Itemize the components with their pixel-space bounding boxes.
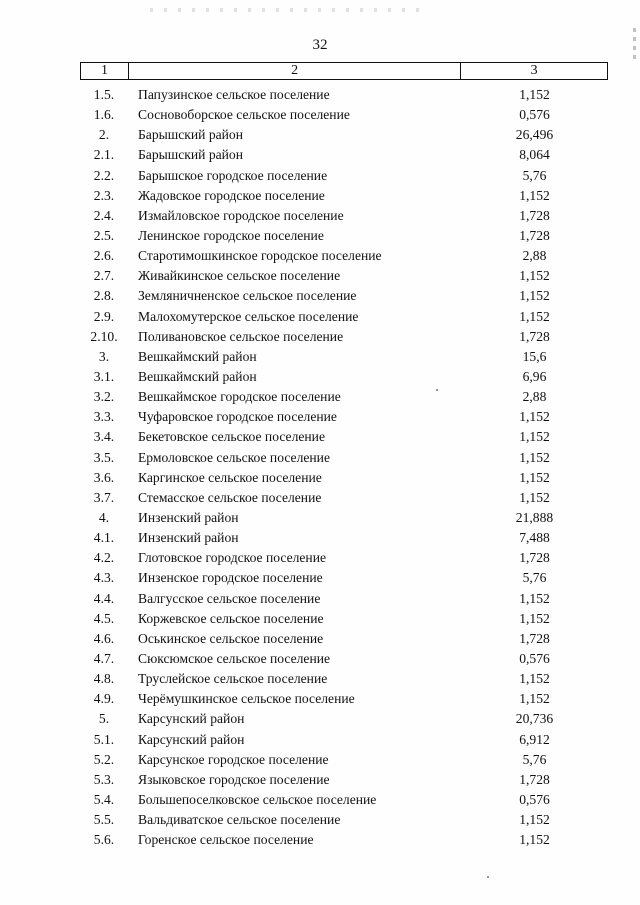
table-row (80, 186, 608, 206)
row-number: 4.9. (93, 691, 115, 707)
row-value: 21,888 (515, 509, 554, 525)
row-name: Живайкинское сельское поселение (138, 268, 341, 284)
table-row (80, 347, 608, 367)
row-value: 2,88 (522, 248, 547, 264)
row-name: Измайловское городское поселение (138, 207, 344, 223)
table-row (80, 790, 608, 810)
row-name: Каргинское сельское поселение (138, 469, 322, 485)
row-name: Вешкаймский район (138, 348, 257, 364)
row-name: Вешкаймский район (138, 368, 257, 384)
table-row (80, 689, 608, 709)
table-row (80, 750, 608, 770)
header-col-1: 1 (81, 63, 129, 80)
row-value: 6,96 (522, 368, 547, 384)
row-value: 6,912 (519, 731, 550, 747)
row-name: Вешкаймское городское поселение (138, 389, 341, 405)
row-number: 5.4. (93, 791, 115, 807)
row-value: 1,152 (519, 489, 550, 505)
row-value: 1,152 (519, 409, 550, 425)
table-row (80, 125, 608, 145)
row-name: Барышский район (138, 147, 243, 163)
row-number: 5. (98, 711, 110, 727)
row-number: 2.8. (93, 288, 115, 304)
row-name: Большепоселковское сельское поселение (138, 791, 377, 807)
scan-artifact-top (150, 8, 430, 12)
row-value: 1,152 (519, 429, 550, 445)
row-value: 1,728 (519, 207, 550, 223)
table-row (80, 508, 608, 528)
row-number: 3.6. (93, 469, 115, 485)
row-number: 4.7. (93, 650, 115, 666)
row-name: Вальдиватское сельское поселение (138, 812, 341, 828)
row-name: Глотовское городское поселение (138, 550, 327, 566)
row-name: Ленинское городское поселение (138, 227, 324, 243)
row-number: 5.1. (93, 731, 115, 747)
row-value: 15,6 (522, 348, 547, 364)
row-number: 5.5. (93, 812, 115, 828)
row-number: 3.2. (93, 389, 115, 405)
row-name: Карсунский район (138, 731, 245, 747)
row-value: 1,152 (519, 268, 550, 284)
table-row (80, 468, 608, 488)
row-name: Труслейское сельское поселение (138, 671, 328, 687)
row-number: 4.3. (93, 570, 115, 586)
table-row (80, 770, 608, 790)
scan-speck (487, 876, 489, 878)
row-name: Инзенский район (138, 509, 239, 525)
table-row (80, 629, 608, 649)
row-name: Коржевское сельское поселение (138, 610, 324, 626)
row-number: 4.1. (93, 530, 115, 546)
table-row (80, 367, 608, 387)
row-number: 4.2. (93, 550, 115, 566)
row-number: 5.6. (93, 832, 115, 848)
row-number: 1.5. (93, 87, 115, 102)
row-name: Инзенское городское поселение (138, 570, 323, 586)
row-number: 3.1. (93, 368, 115, 384)
row-value: 1,152 (519, 610, 550, 626)
table-row (80, 810, 608, 830)
row-number: 3.7. (93, 489, 115, 505)
row-number: 2.6. (93, 248, 115, 264)
row-name: Старотимошкинское городское поселение (138, 248, 382, 264)
row-name: Инзенский район (138, 530, 239, 546)
table-row (80, 448, 608, 468)
table-row (80, 649, 608, 669)
row-value: 1,728 (519, 227, 550, 243)
row-number: 4. (98, 509, 110, 525)
row-value: 1,152 (519, 87, 550, 102)
table-row (80, 407, 608, 427)
table-row (80, 568, 608, 588)
row-value: 1,728 (519, 328, 550, 344)
row-name: Барышский район (138, 127, 243, 143)
table-row (80, 830, 608, 850)
row-name: Барышское городское поселение (138, 167, 328, 183)
row-value: 1,152 (519, 691, 550, 707)
row-value: 1,728 (519, 550, 550, 566)
row-number: 3.5. (93, 449, 115, 465)
table-row (80, 589, 608, 609)
table-row (80, 327, 608, 347)
row-value: 1,152 (519, 449, 550, 465)
table-row (80, 246, 608, 266)
row-value: 1,152 (519, 590, 550, 606)
table-row (80, 609, 608, 629)
header-col-3: 3 (461, 63, 608, 80)
row-number: 3. (98, 348, 110, 364)
row-name: Оськинское сельское поселение (138, 630, 324, 646)
row-name: Жадовское городское поселение (138, 187, 325, 203)
row-name: Языковское городское поселение (138, 771, 330, 787)
row-value: 7,488 (519, 530, 550, 546)
row-value: 1,728 (519, 771, 550, 787)
row-name: Чуфаровское городское поселение (138, 409, 337, 425)
row-number: 3.3. (93, 409, 115, 425)
table-body (80, 85, 608, 850)
row-value: 1,152 (519, 187, 550, 203)
row-name: Черёмушкинское сельское поселение (138, 691, 355, 707)
row-name: Бекетовское сельское поселение (138, 429, 325, 445)
row-value: 5,76 (522, 570, 547, 586)
table-row (80, 548, 608, 568)
row-value: 8,064 (519, 147, 550, 163)
table-row (80, 166, 608, 186)
row-name: Малохомутерское сельское поселение (138, 308, 359, 324)
row-name: Сосновоборское сельское поселение (138, 107, 350, 123)
row-number: 2.3. (93, 187, 115, 203)
table-row (80, 226, 608, 246)
row-value: 0,576 (519, 650, 550, 666)
row-number: 4.4. (93, 590, 115, 606)
table-row (80, 730, 608, 750)
row-name: Сюксюмское сельское поселение (138, 650, 331, 666)
page-number: 32 (312, 37, 328, 53)
row-number: 1.6. (93, 107, 115, 123)
row-name: Поливановское сельское поселение (138, 328, 344, 344)
row-name: Ермоловское сельское поселение (138, 449, 330, 465)
row-value: 5,76 (522, 167, 547, 183)
table-row (80, 145, 608, 165)
row-value: 1,152 (519, 469, 550, 485)
row-name: Папузинское сельское поселение (138, 87, 330, 102)
row-value: 1,728 (519, 630, 550, 646)
row-value: 2,88 (522, 389, 547, 405)
row-value: 1,152 (519, 308, 550, 324)
table-row (80, 427, 608, 447)
table-row (80, 266, 608, 286)
row-name: Горенское сельское поселение (138, 832, 314, 848)
row-number: 3.4. (93, 429, 115, 445)
row-value: 1,152 (519, 671, 550, 687)
table-row (80, 709, 608, 729)
row-name: Карсунское городское поселение (138, 751, 329, 767)
row-number: 4.6. (93, 630, 115, 646)
table-header (80, 62, 608, 80)
row-name: Валгусское сельское поселение (138, 590, 321, 606)
row-value: 0,576 (519, 107, 550, 123)
table-row (80, 206, 608, 226)
row-name: Карсунский район (138, 711, 245, 727)
table-row (80, 286, 608, 306)
table-row (80, 85, 608, 105)
row-number: 5.2. (93, 751, 115, 767)
row-number: 4.8. (93, 671, 115, 687)
table-row (80, 387, 608, 407)
table-row (80, 488, 608, 508)
table-row (80, 307, 608, 327)
row-value: 20,736 (515, 711, 554, 727)
row-number: 4.5. (93, 610, 115, 626)
row-value: 0,576 (519, 791, 550, 807)
row-number: 2.10. (90, 328, 118, 344)
row-value: 26,496 (515, 127, 554, 143)
row-number: 5.3. (93, 771, 115, 787)
row-value: 1,152 (519, 288, 550, 304)
row-number: 2.7. (93, 268, 115, 284)
row-number: 2.5. (93, 227, 115, 243)
row-number: 2. (98, 127, 110, 143)
row-value: 1,152 (519, 812, 550, 828)
row-number: 2.4. (93, 207, 115, 223)
table-row (80, 528, 608, 548)
header-col-2: 2 (128, 63, 460, 80)
row-number: 2.9. (93, 308, 115, 324)
row-name: Земляничненское сельское поселение (138, 288, 357, 304)
row-name: Стемасское сельское поселение (138, 489, 322, 505)
row-value: 5,76 (522, 751, 547, 767)
row-number: 2.2. (93, 167, 115, 183)
row-number: 2.1. (93, 147, 115, 163)
row-value: 1,152 (519, 832, 550, 848)
table-row (80, 105, 608, 125)
table-row (80, 669, 608, 689)
